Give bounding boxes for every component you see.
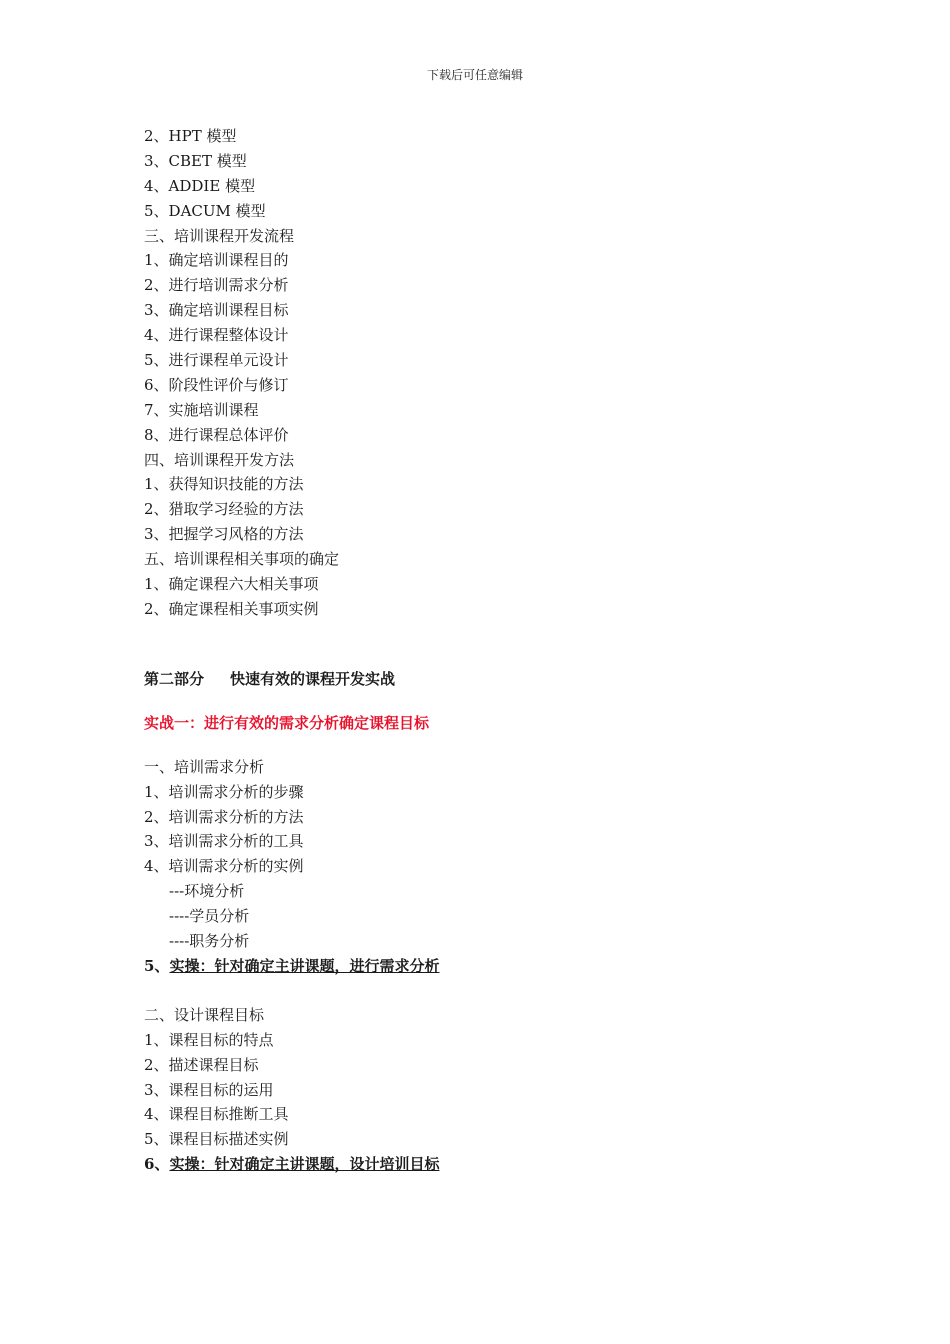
list-item: 1、培训需求分析的步骤 bbox=[144, 782, 304, 801]
sub-list-item: ----学员分析 bbox=[169, 907, 250, 926]
list-item: 4、ADDIE 模型 bbox=[144, 176, 256, 195]
list-item: 3、课程目标的运用 bbox=[144, 1080, 274, 1099]
list-item: 1、获得知识技能的方法 bbox=[144, 475, 304, 494]
exercise-text: 实操：针对确定主讲课题，进行需求分析 bbox=[169, 956, 440, 975]
needs-analysis-list bbox=[144, 780, 844, 979]
model-list bbox=[144, 124, 844, 224]
list-item: 6、阶段性评价与修订 bbox=[144, 375, 289, 394]
list-item: 1、课程目标的特点 bbox=[144, 1030, 274, 1049]
list-item: 1、确定培训课程目的 bbox=[144, 251, 289, 270]
section-heading-course-goals: 二、设计课程目标 bbox=[144, 1005, 265, 1024]
list-item: 2、猎取学习经验的方法 bbox=[144, 500, 304, 519]
list-item: 2、HPT 模型 bbox=[144, 127, 237, 145]
exercise-text: 实操：针对确定主讲课题，设计培训目标 bbox=[169, 1155, 440, 1174]
list-item: 5、课程目标描述实例 bbox=[144, 1130, 289, 1149]
document-body bbox=[144, 124, 844, 1177]
part-two-subtitle: 快速有效的课程开发实战 bbox=[230, 669, 396, 688]
course-goals-list bbox=[144, 1028, 844, 1177]
list-item: 5、DACUM 模型 bbox=[144, 201, 266, 220]
process-list bbox=[144, 248, 844, 447]
list-item: 3、培训需求分析的工具 bbox=[144, 832, 304, 851]
list-item: 7、实施培训课程 bbox=[144, 400, 259, 419]
page-header: 下载后可任意编辑 bbox=[426, 68, 523, 82]
list-item: 4、进行课程整体设计 bbox=[144, 326, 289, 345]
list-item: 2、培训需求分析的方法 bbox=[144, 807, 304, 826]
sub-list-item: ----职务分析 bbox=[169, 932, 250, 951]
list-item: 8、进行课程总体评价 bbox=[144, 425, 289, 444]
list-item: 4、课程目标推断工具 bbox=[144, 1105, 289, 1124]
list-item: 2、描述课程目标 bbox=[144, 1055, 259, 1074]
section-heading-matters: 五、培训课程相关事项的确定 bbox=[144, 550, 340, 569]
sub-list-item: ---环境分析 bbox=[169, 882, 245, 901]
list-item: 3、CBET 模型 bbox=[144, 151, 247, 170]
exercise-number: 5、 bbox=[144, 956, 170, 975]
list-item: 3、确定培训课程目标 bbox=[144, 301, 289, 320]
section-heading-process: 三、培训课程开发流程 bbox=[144, 226, 295, 245]
list-item: 2、进行培训需求分析 bbox=[144, 276, 289, 295]
list-item: 3、把握学习风格的方法 bbox=[144, 525, 304, 544]
exercise-number: 6、 bbox=[144, 1155, 170, 1174]
list-item: 1、确定课程六大相关事项 bbox=[144, 575, 319, 594]
list-item: 4、培训需求分析的实例 bbox=[144, 857, 304, 876]
exercise-item bbox=[144, 1152, 844, 1177]
matters-list bbox=[144, 572, 844, 622]
practice-one-title: 实战一：进行有效的需求分析确定课程目标 bbox=[144, 713, 430, 732]
section-heading-needs-analysis: 一、培训需求分析 bbox=[144, 757, 265, 776]
part-two-label: 第二部分 bbox=[144, 669, 205, 688]
list-item: 5、进行课程单元设计 bbox=[144, 351, 289, 370]
list-item: 2、确定课程相关事项实例 bbox=[144, 599, 319, 618]
exercise-item bbox=[144, 954, 844, 979]
methods-list bbox=[144, 472, 844, 547]
section-heading-methods: 四、培训课程开发方法 bbox=[144, 450, 295, 469]
part-two-title bbox=[144, 667, 844, 691]
